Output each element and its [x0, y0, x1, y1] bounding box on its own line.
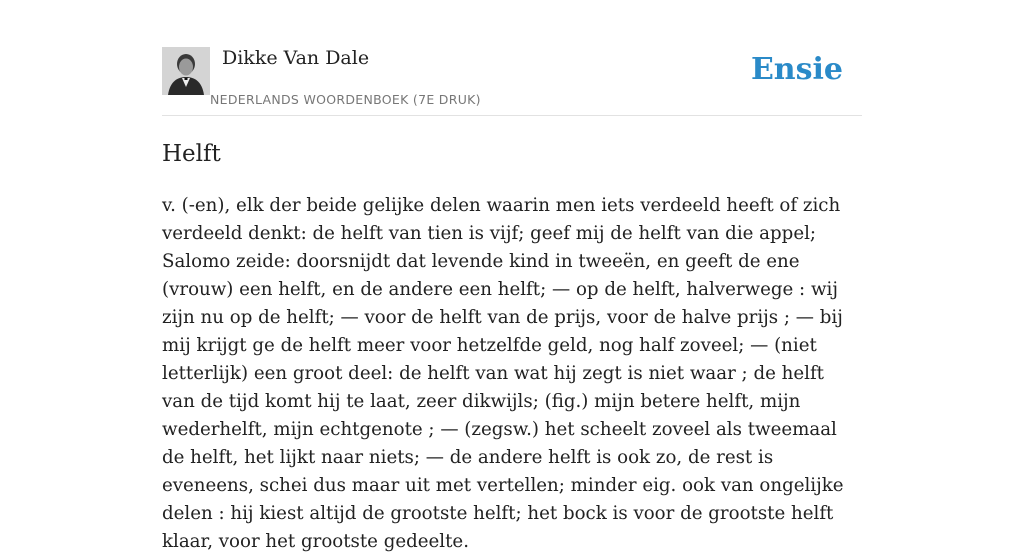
author-avatar[interactable]: [162, 47, 210, 95]
header-divider: [162, 115, 862, 116]
author-portrait-icon: [162, 47, 210, 95]
entry-definition: v. (-en), elk der beide gelijke delen waarin men iets verdeeld heeft of zich verdeeld denkt: de helft van tien is vijf; geef mij de helft van die appel; Salomo zeide: doorsnijdt dat levende kind in tweeën, en geeft de ene (vrouw) een helft, en de andere een helft; — op de helft, halverwege : wij zijn nu op de helft; — voor de helft van de prijs, voor de halve prijs ; — bij mij krijgt ge de helft meer voor hetzelfde geld, nog half zoveel; — (niet letterlijk) een groot deel: de helft van wat hij zegt is niet waar ; de helft van de tijd komt hij te laat, zeer dikwijls; (fig.) mijn betere helft, mijn wederhelft, mijn echtgenote ; — (zegsw.) het scheelt zoveel als tweemaal de helft, het lijkt naar niets; — de andere helft is ook zo, de rest is eveneens, schei dus maar uit met vertellen; minder eig. ook van ongelijke delen : hij kiest altijd de grootste helft; het bock is voor de grootste helft klaar, voor het grootste gedeelte.: [162, 195, 844, 552]
source-name[interactable]: NEDERLANDS WOORDENBOEK (7E DRUK): [210, 92, 481, 107]
author-name[interactable]: Dikke Van Dale: [222, 47, 370, 69]
entry-title: Helft: [162, 141, 221, 167]
brand-logo[interactable]: Ensie: [750, 52, 843, 87]
